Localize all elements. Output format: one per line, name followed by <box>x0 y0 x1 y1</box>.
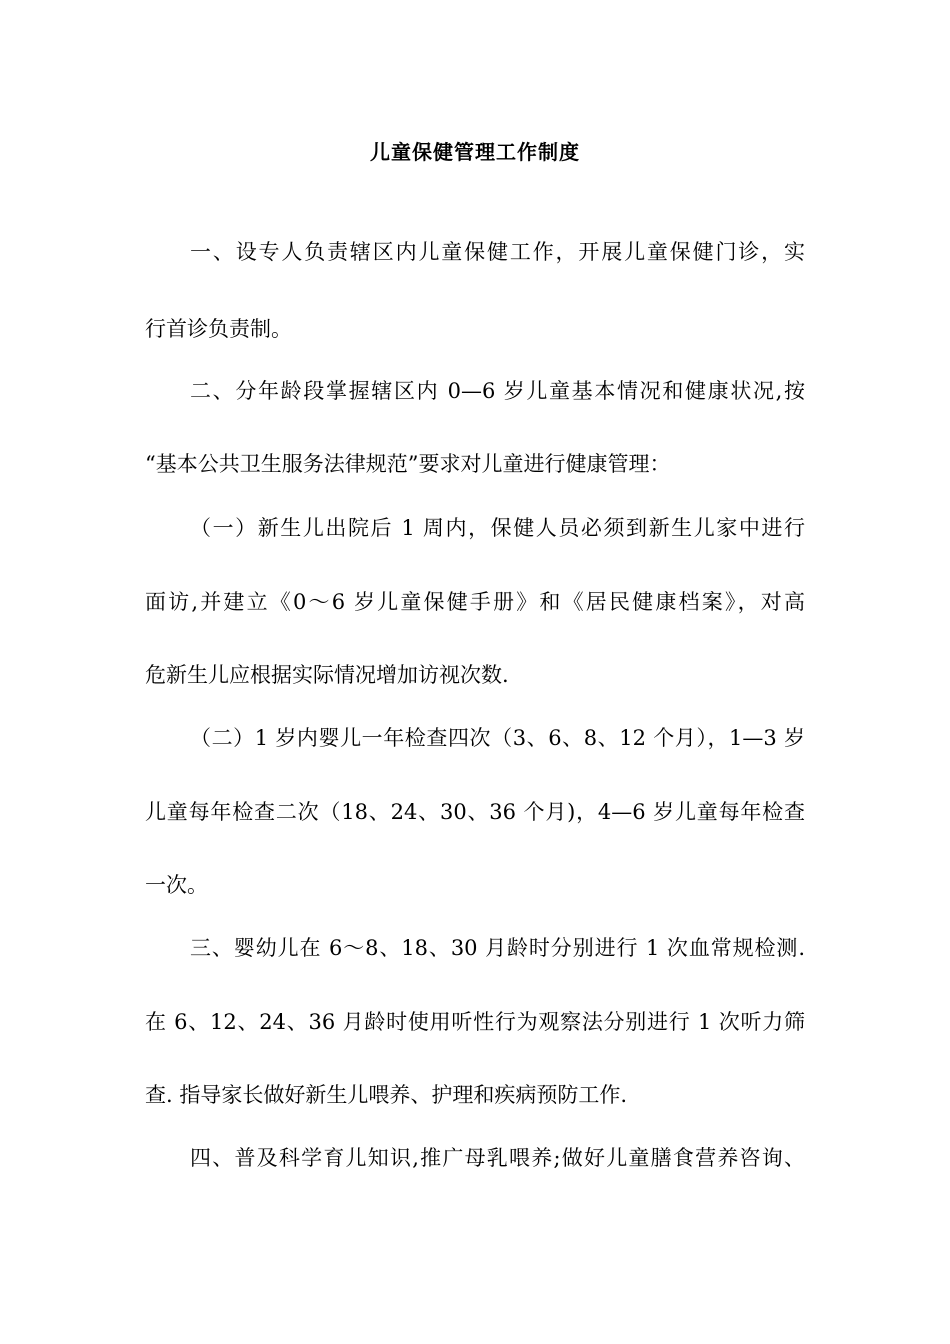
paragraph-4-line-3: 一次。 <box>145 873 208 897</box>
paragraph-4-line-2: 儿童每年检查二次（18、24、30、36 个月)，4—6 岁儿童每年检查 <box>145 800 805 824</box>
paragraph-5-line-3: 查. 指导家长做好新生儿喂养、护理和疾病预防工作. <box>145 1083 628 1107</box>
paragraph-5-line-2: 在 6、12、24、36 月龄时使用听性行为观察法分别进行 1 次听力筛 <box>145 1010 805 1034</box>
paragraph-6-line-1: 四、普及科学育儿知识,推广母乳喂养;做好儿童膳食营养咨询、 <box>190 1146 805 1170</box>
paragraph-1-line-1: 一、设专人负责辖区内儿童保健工作，开展儿童保健门诊，实 <box>190 240 805 264</box>
paragraph-1-line-2: 行首诊负责制。 <box>145 317 292 341</box>
document-title: 儿童保健管理工作制度 <box>370 140 580 164</box>
paragraph-2-line-1: 二、分年龄段掌握辖区内 0—6 岁儿童基本情况和健康状况,按 <box>190 379 805 403</box>
paragraph-3-line-2: 面访,并建立《0～6 岁儿童保健手册》和《居民健康档案》，对高 <box>145 590 805 614</box>
paragraph-3-line-1: （一）新生儿出院后 1 周内，保健人员必须到新生儿家中进行 <box>190 516 805 540</box>
paragraph-3-line-3: 危新生儿应根据实际情况增加访视次数. <box>145 663 509 687</box>
paragraph-5-line-1: 三、婴幼儿在 6～8、18、30 月龄时分别进行 1 次血常规检测. <box>190 936 805 960</box>
paragraph-2-line-2: “基本公共卫生服务法律规范”要求对儿童进行健康管理： <box>145 452 671 476</box>
paragraph-4-line-1: （二）1 岁内婴儿一年检查四次（3、6、8、12 个月），1—3 岁 <box>190 726 805 750</box>
